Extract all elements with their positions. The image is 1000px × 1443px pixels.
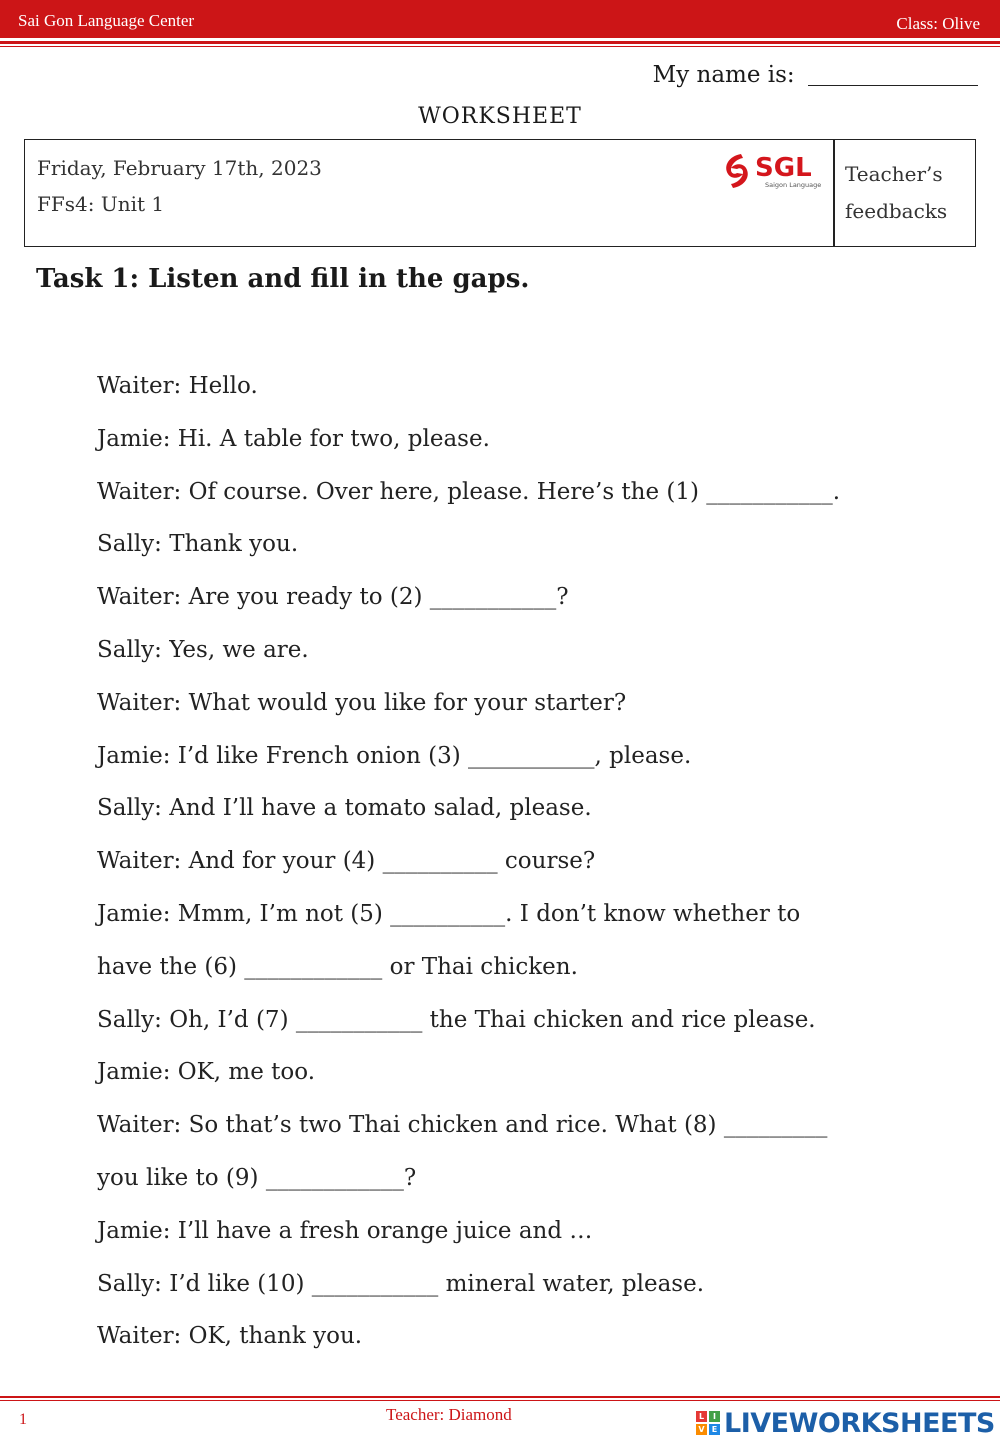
worksheet-unit: FFs4: Unit 1 (37, 192, 165, 216)
name-blank[interactable] (808, 65, 978, 86)
feedback-line-2: feedbacks (845, 199, 948, 223)
dialogue-line-17: Jamie: I’ll have a fresh orange juice and … (97, 1217, 593, 1244)
name-label: My name is: (652, 62, 795, 88)
dialogue-line-12[interactable]: have the (6) ____________ or Thai chicken. (97, 953, 578, 980)
info-box (24, 139, 976, 247)
dialogue-line-4: Sally: Thank you. (97, 531, 299, 558)
worksheet-title: WORKSHEET (418, 104, 582, 129)
dialogue-line-14: Jamie: OK, me too. (97, 1059, 316, 1086)
header-divider-thin (0, 46, 1000, 47)
liveworksheets-brand[interactable] (696, 1408, 995, 1438)
lw-icon-v: V (696, 1424, 707, 1435)
student-name-row (653, 62, 978, 88)
feedback-line-1: Teacher’s (845, 162, 943, 186)
dialogue-line-19: Waiter: OK, thank you. (97, 1323, 363, 1350)
lw-icon-e: E (709, 1424, 720, 1435)
worksheet-date: Friday, February 17th, 2023 (37, 156, 322, 180)
dialogue-line-6: Sally: Yes, we are. (97, 636, 309, 663)
dialogue-line-5[interactable]: Waiter: Are you ready to (2) ___________? (97, 584, 569, 611)
sgl-logo-subtext: Saigon Language (765, 181, 822, 189)
dialogue-line-2: Jamie: Hi. A table for two, please. (97, 425, 490, 452)
class-label: Class: Olive (896, 14, 980, 33)
dialogue-line-13[interactable]: Sally: Oh, I’d (7) ___________ the Thai chicken and rice please. (97, 1006, 816, 1033)
teacher-name: Teacher: Diamond (386, 1405, 512, 1424)
header-bar (0, 0, 1000, 38)
dialogue-line-10[interactable]: Waiter: And for your (4) __________ course? (97, 848, 596, 875)
dialogue-line-1: Waiter: Hello. (97, 373, 258, 399)
dialogue-line-9: Sally: And I’ll have a tomato salad, please. (97, 795, 592, 822)
dialogue-line-15[interactable]: Waiter: So that’s two Thai chicken and rice. What (8) _________ (97, 1112, 828, 1139)
sgl-logo (719, 146, 829, 194)
footer-divider-thin (0, 1400, 1000, 1401)
feedback-divider (833, 140, 835, 246)
dialogue-line-16[interactable]: you like to (9) ____________? (97, 1164, 417, 1191)
header-divider (0, 41, 1000, 44)
dialogue-line-11[interactable]: Jamie: Mmm, I’m not (5) __________. I don’t know whether to (97, 900, 801, 927)
dialogue-line-3[interactable]: Waiter: Of course. Over here, please. Here’s the (1) ___________. (97, 478, 841, 505)
liveworksheets-text: LIVEWORKSHEETS (724, 1407, 995, 1439)
task-title: Task 1: Listen and fill in the gaps. (36, 264, 530, 294)
liveworksheets-icon (696, 1411, 720, 1435)
dialogue-list (97, 366, 917, 1369)
footer-divider (0, 1396, 1000, 1398)
lw-icon-l: L (696, 1411, 707, 1422)
dialogue-line-7: Waiter: What would you like for your starter? (97, 689, 627, 716)
center-name: Sai Gon Language Center (18, 11, 195, 30)
page-number: 1 (19, 1411, 27, 1428)
teacher-feedback (845, 156, 947, 230)
lw-icon-i: I (709, 1411, 720, 1422)
sgl-logo-text: SGL (755, 153, 812, 183)
dialogue-line-8[interactable]: Jamie: I’d like French onion (3) ___________, please. (97, 742, 692, 769)
dialogue-line-18[interactable]: Sally: I’d like (10) ___________ mineral water, please. (97, 1270, 705, 1297)
